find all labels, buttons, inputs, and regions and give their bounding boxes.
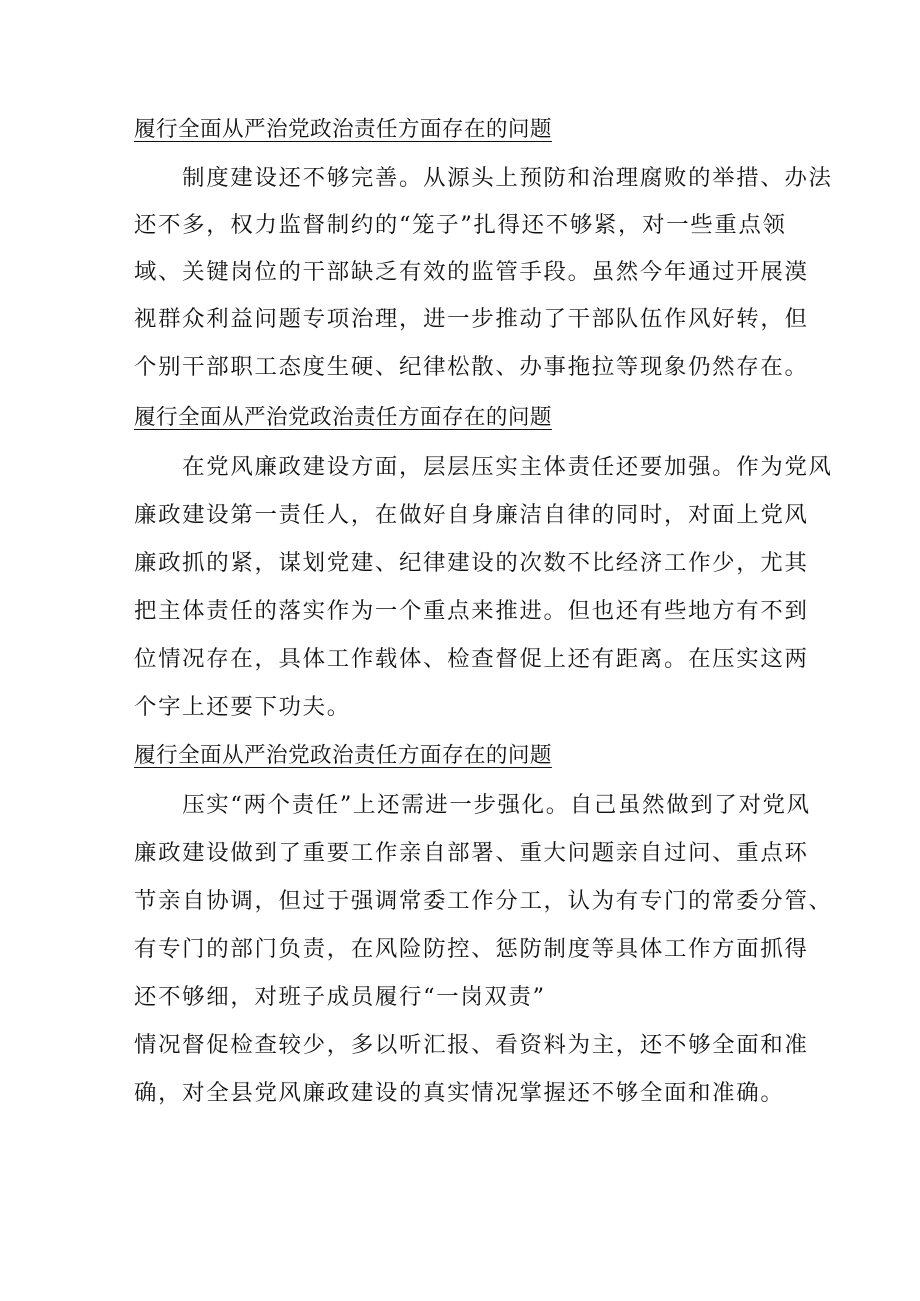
paragraph-line: 还不多，权力监督制约的“笼子”扎得还不够紧，对一些重点领 (134, 212, 787, 238)
paragraph-line: 制度建设还不够完善。从源头上预防和治理腐败的举措、办法 (134, 165, 833, 191)
paragraph-line: 节亲自协调，但过于强调常委工作分工，认为有专门的常委分管、 (134, 888, 833, 914)
paragraph-line: 有专门的部门负责，在风险防控、惩防制度等具体工作方面抓得 (134, 936, 809, 962)
section-heading: 履行全面从严治党政治责任方面存在的问题 (134, 117, 552, 142)
paragraph-line: 个字上还要下功夫。 (134, 694, 351, 720)
paragraph-line: 位情况存在，具体工作载体、检查督促上还有距离。在压实这两 (134, 646, 809, 672)
section-heading: 履行全面从严治党政治责任方面存在的问题 (134, 743, 552, 768)
paragraph-line: 把主体责任的落实作为一个重点来推进。但也还有些地方有不到 (134, 598, 809, 624)
paragraph-line: 确，对全县党风廉政建设的真实情况掌握还不够全面和准确。 (134, 1080, 785, 1106)
section-heading: 履行全面从严治党政治责任方面存在的问题 (134, 405, 552, 430)
paragraph-line: 在党风廉政建设方面，层层压实主体责任还要加强。作为党风 (134, 454, 833, 480)
paragraph-line: 廉政抓的紧，谋划党建、纪律建设的次数不比经济工作少，尤其 (134, 550, 809, 576)
paragraph-line: 域、关键岗位的干部缺乏有效的监管手段。虽然今年通过开展漠 (134, 259, 809, 285)
paragraph-line: 个别干部职工态度生硬、纪律松散、办事拖拉等现象仍然存在。 (134, 354, 809, 380)
paragraph-line: 还不够细，对班子成员履行“一岗双责” (134, 984, 546, 1010)
paragraph-line: 视群众利益问题专项治理，进一步推动了干部队伍作风好转，但 (134, 306, 809, 332)
paragraph-line: 压实“两个责任”上还需进一步强化。自己虽然做到了对党风 (134, 792, 811, 818)
paragraph-line: 情况督促检查较少，多以听汇报、看资料为主，还不够全面和准 (134, 1032, 809, 1058)
paragraph-line: 廉政建设做到了重要工作亲自部署、重大问题亲自过问、重点环 (134, 840, 809, 866)
paragraph-line: 廉政建设第一责任人，在做好自身廉洁自律的同时，对面上党风 (134, 502, 809, 528)
